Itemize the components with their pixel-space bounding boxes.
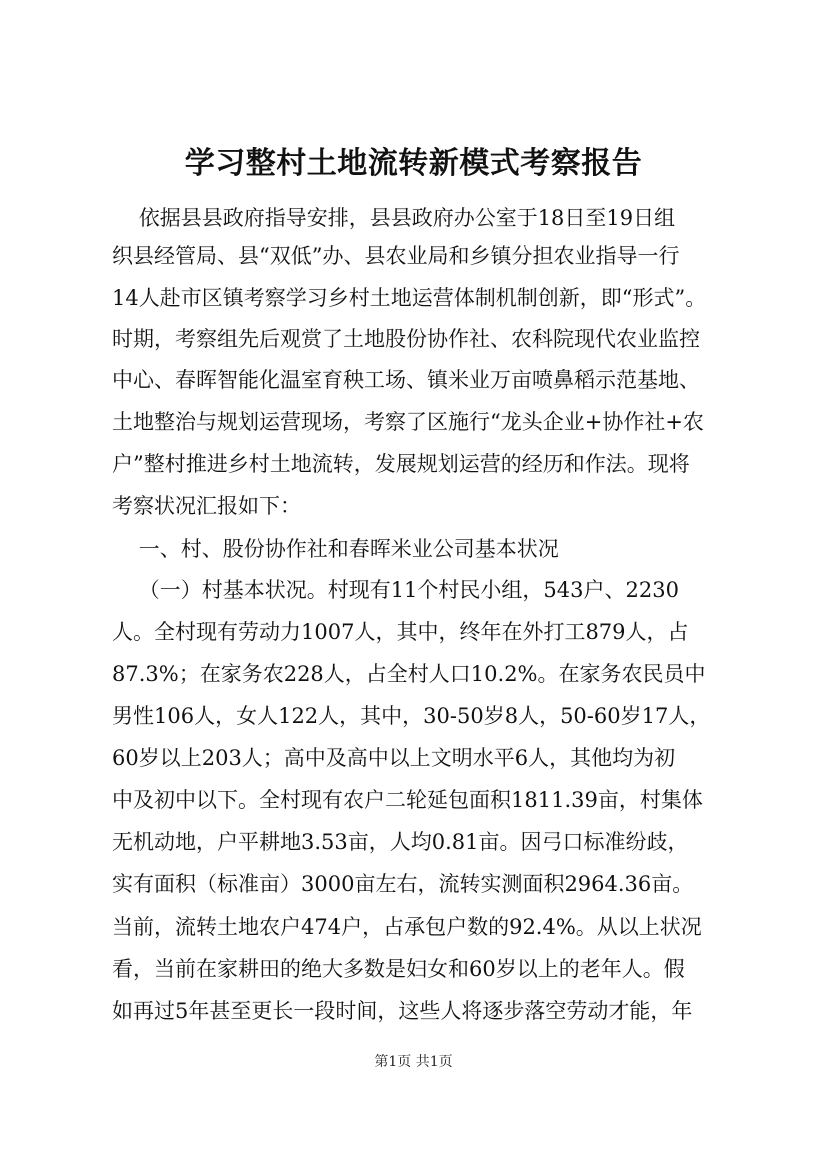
- body-line: 中及初中以下。全村现有农户二轮延包面积1811.39亩，村集体: [112, 788, 703, 812]
- body-line: 考察状况汇报如下：: [112, 494, 301, 518]
- document-title: 学习整村土地流转新模式考察报告: [184, 146, 643, 181]
- body-line: 14人赴市区镇考察学习乡村土地运营体制机制创新，即“形式”。: [112, 286, 707, 310]
- body-line: （一）村基本状况。村现有11个村民小组，543户、2230: [112, 578, 679, 602]
- body-line: 户”整村推进乡村土地流转，发展规划运营的经历和作法。现将: [112, 452, 690, 476]
- body-line: 如再过5年甚至更长一段时间，这些人将逐步落空劳动才能，年: [112, 999, 693, 1023]
- body-line: 当前，流转土地农户474户，占承包户数的92.4%。从以上状况: [112, 915, 702, 939]
- body-line: 织县经管局、县“双低”办、县农业局和乡镇分担农业指导一行: [112, 244, 680, 268]
- body-line: 实有面积（标准亩）3000亩左右，流转实测面积2964.36亩。: [112, 872, 694, 896]
- section-heading: 一、村、股份协作社和春晖米业公司基本状况: [112, 537, 559, 561]
- body-line: 依据县县政府指导安排，县县政府办公室于18日至19日组: [112, 206, 676, 230]
- body-line: 看，当前在家耕田的绝大多数是妇女和60岁以上的老年人。假: [112, 957, 685, 981]
- body-line: 中心、春晖智能化温室育秧工场、镇米业万亩喷鼻稻示范基地、: [112, 368, 700, 392]
- body-line: 时期，考察组先后观赏了土地股份协作社、农科院现代农业监控: [112, 327, 700, 351]
- body-line: 87.3%；在家务农228人，占全村人口10.2%。在家务农民员中: [112, 662, 706, 686]
- body-line: 无机动地，户平耕地3.53亩，人均0.81亩。因弓口标准纷歧，: [112, 830, 689, 854]
- body-line: 土地整治与规划运营现场，考察了区施行“龙头企业+协作社+农: [112, 410, 704, 434]
- body-line: 人。全村现有劳动力1007人，其中，终年在外打工879人，占: [112, 620, 689, 644]
- body-line: 男性106人，女人122人，其中，30-50岁8人，50-60岁17人，: [112, 704, 711, 728]
- body-line: 60岁以上203人；高中及高中以上文明水平6人，其他均为初: [112, 746, 676, 770]
- page-footer: 第1页 共1页: [374, 1054, 453, 1070]
